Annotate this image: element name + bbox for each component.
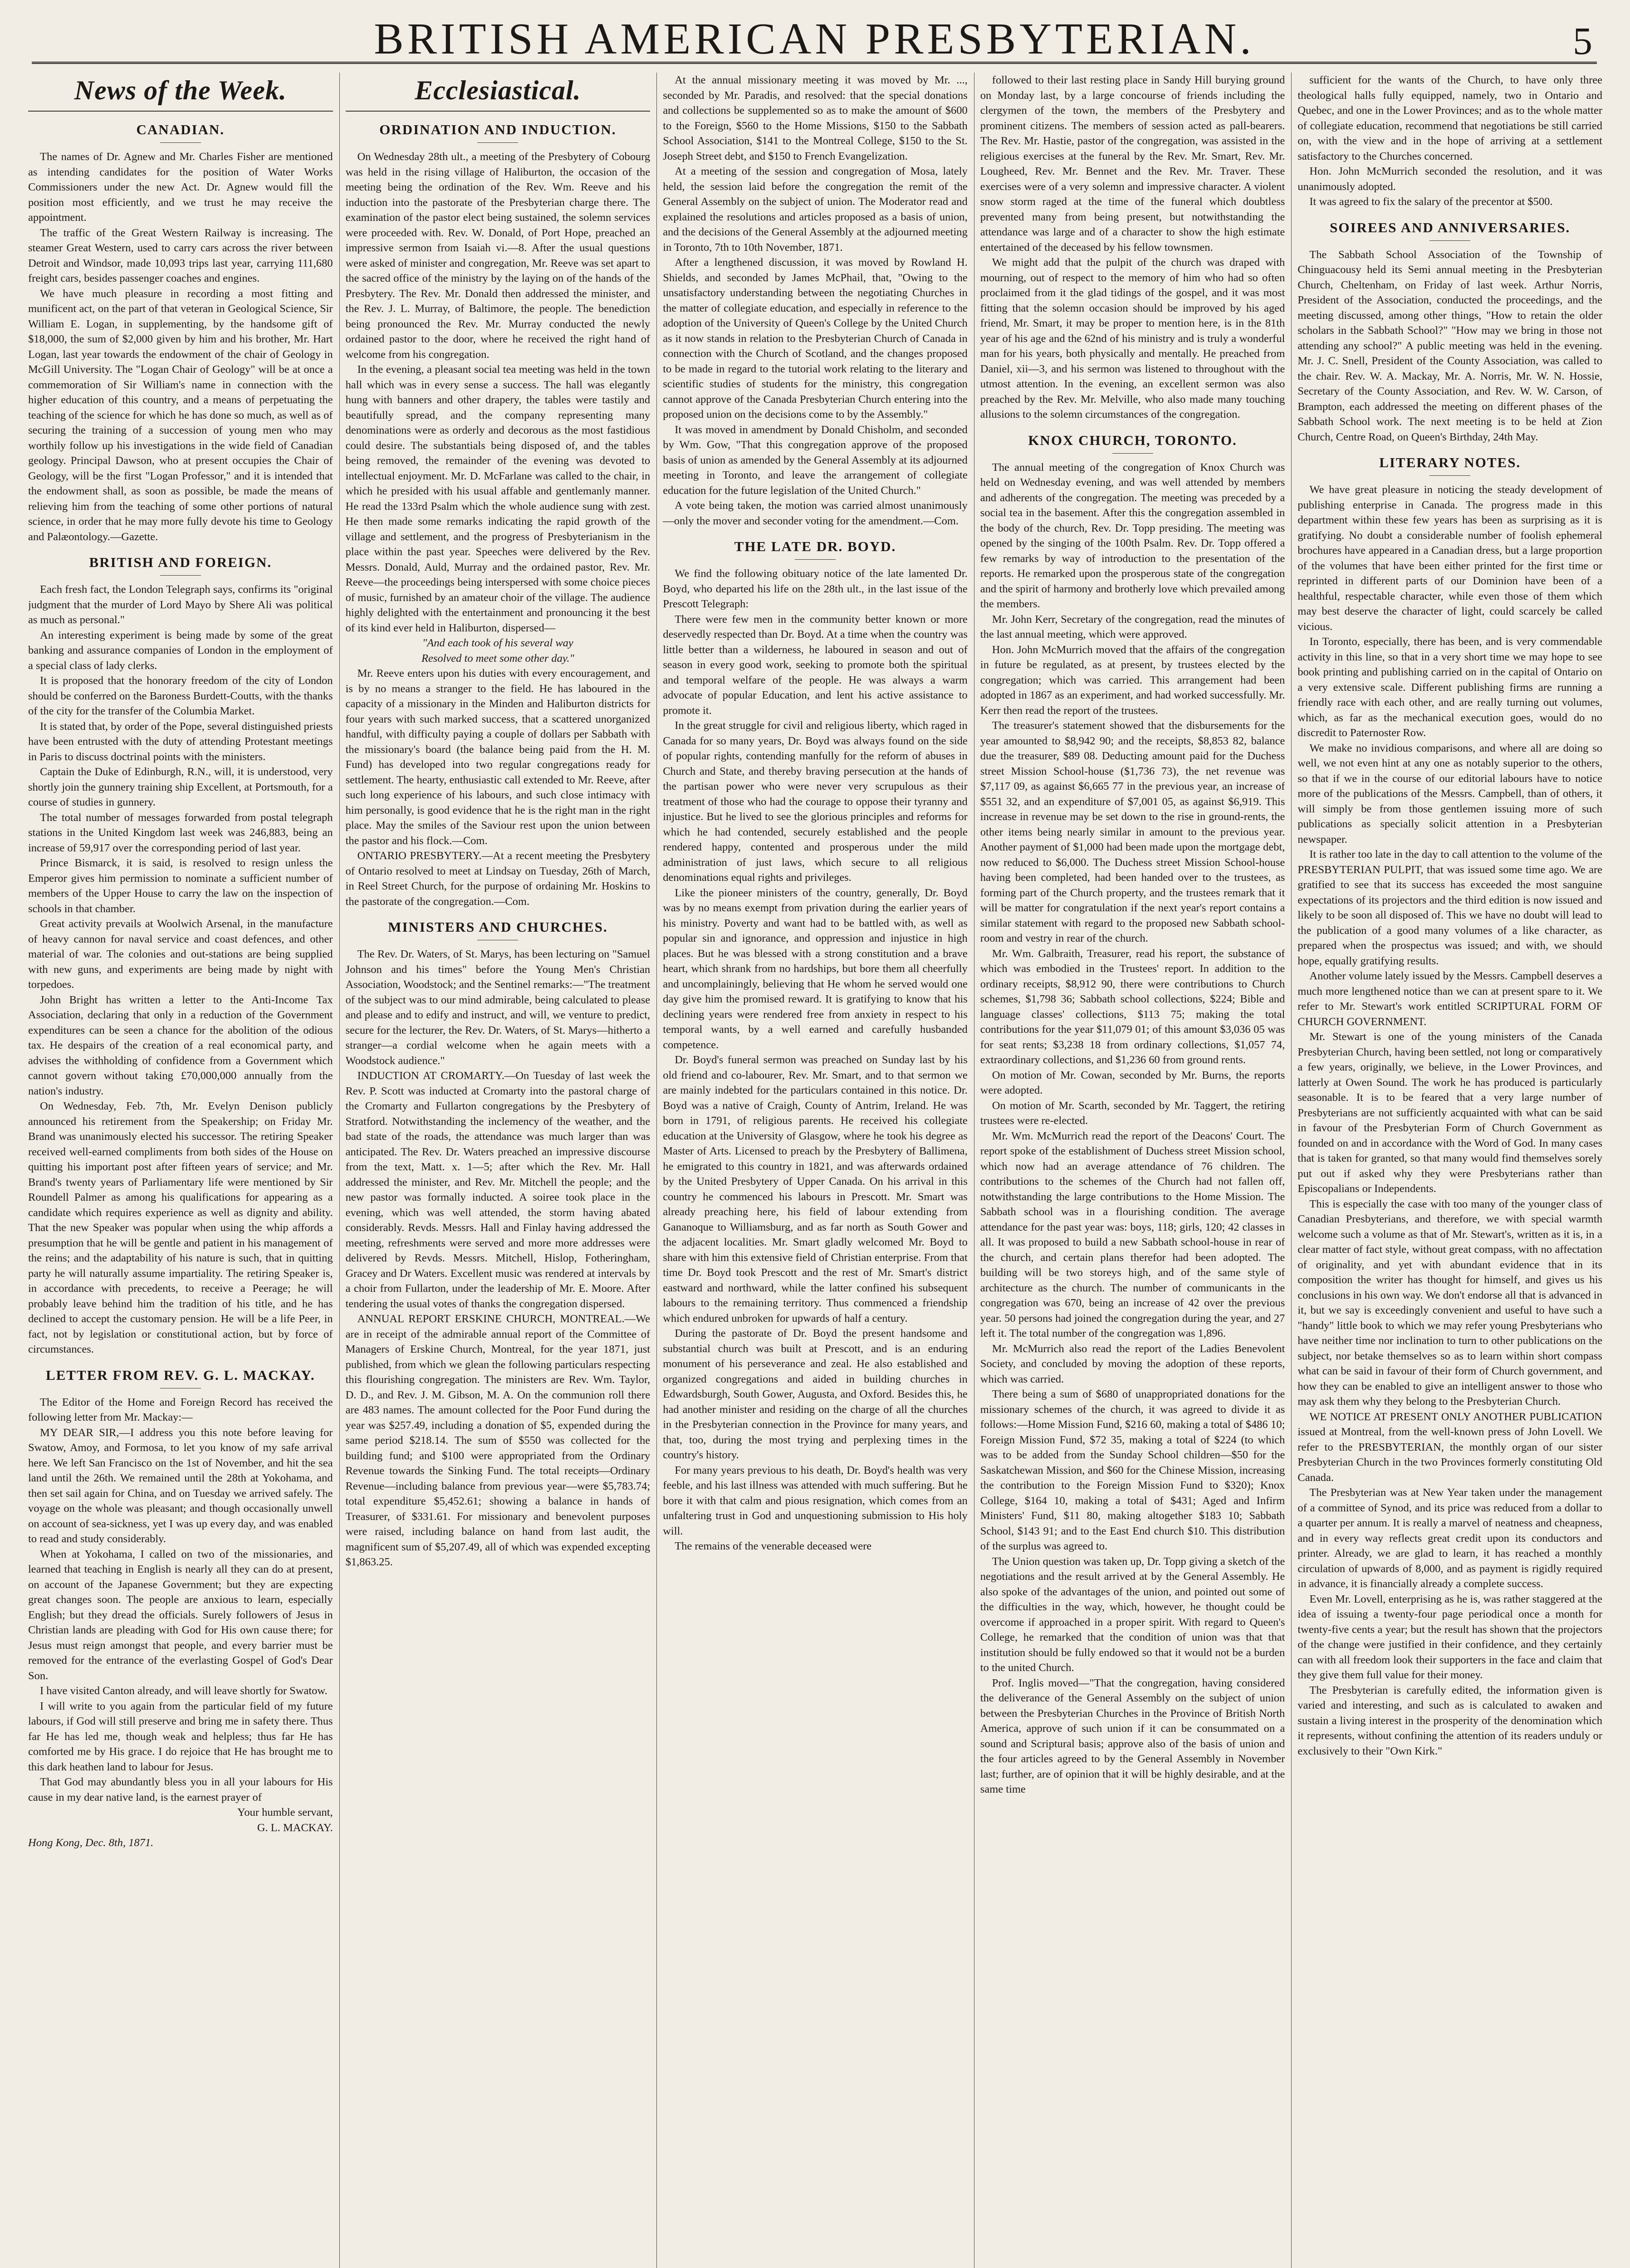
- paragraph: The remains of the venerable deceased were: [675, 1540, 872, 1552]
- paragraph: followed to their last resting place in Sandy Hill burying ground on Monday last, by a large concourse of friends including the clergymen of the town, the members of the Presbytery and prominent citizens. The members of session acted as pall-bearers. The Rev. Mr. Hastie, pastor of the congregation, was assisted in the religious exercises at the funeral by the Rev. Mr. Smart, Rev. Mr. Lougheed, Rev. Mr. Bennet and the Rev. Mr. Traver. These exercises were of a very solemn and impressive character. A violent snow storm raged at the time of the funeral which doubtless prevented many from being present, but notwithstanding the attendance was large and of a character to show the high estimate entertained of the deceased by his fellow townsmen.: [980, 74, 1285, 254]
- paragraph: The Rev. Dr. Waters, of St. Marys, has been lecturing on "Samuel Johnson and his times" before the Young Men's Christian Association, Woodstock; and the Sentinel remarks:—"The treatment of the subject was to our mind admirable, being calculated to please and please and to edify and instruct, and will, we venture to predict, secure for the lecturer, the Rev. Dr. Waters, of St. Marys—hitherto a stranger—a cordial welcome when he again meets with a Woodstock audience.": [345, 948, 651, 1067]
- columns-container: [28, 73, 1602, 2268]
- section-heading: News of the Week.: [28, 73, 333, 112]
- verse-line: "And each took of his several way: [422, 637, 573, 649]
- masthead-title: BRITISH AMERICAN PRESBYTERIAN.: [374, 15, 1255, 64]
- column-rule: [339, 73, 340, 2268]
- paragraph: The treasurer's statement showed that the disbursements for the year amounted to $8,942 90; and the receipts, $8,853 82, balance due the treasurer, $89 08. Deducting amount paid for the Duchess street Mission School-house ($1,736 73), the net revenue was $7,117 09, as against $6,665 77 in the previous year, an increase of $551 32, and an expenditure of $7,001 05, as against $6,919. This increase in revenue may be set down to the rise in ground-rents, the other items being nearly similar in amount to the previous year. Another payment of $1,000 had been made upon the mortgage debt, now reduced to $6,000. The Duchess street Mission School-house having been completed, had been handed over to the trustees, as forming part of the Church property, and the trustees remark that it will be matter for congratulation if the next year's report contains a similar statement with regard to the proposed new Sabbath school-room and vestry in rear of the church.: [980, 719, 1285, 944]
- article-heading: CANADIAN.: [28, 120, 333, 143]
- column-rule: [656, 73, 657, 2268]
- paragraph: In the evening, a pleasant social tea meeting was held in the town hall which was in every sense a success. The hall was elegantly hung with banners and other drapery, the tables were tastily and beautifully spread, and the company representing many denominations were as orderly and decorous as the most fastidious could desire. The substantials being disposed of, and the tables being removed, the remainder of the evening was devoted to intellectual enjoyment. Mr. D. McFarlane was called to the chair, in which he presided with his usual affable and gentlemanly manner. He read the 133rd Psalm which the whole audience sung with zest. He then made some remarks indicating the rapid growth of the village and settlement, and the progress of Presbyterianism in the place within the past year. Speeches were delivered by the Rev. Messrs. Donald, Auld, Murray and the ordained pastor, Rev. Mr. Reeve—the proceedings being interspersed with some choice pieces of music, furnished by an amateur choir of the village. The audience highly delighted with the entertainment and pronouncing it the best of its kind ever held in Haliburton, dispersed—: [345, 363, 651, 634]
- paragraph: Dr. Boyd's funeral sermon was preached on Sunday last by his old friend and co-labourer, Rev. Mr. Smart, and to that sermon we are mainly indebted for the particulars contained in this notice. Dr. Boyd was a native of Craigh, County of Antrim, Ireland. He was born in 1791, of religious parents. He received his collegiate education at the University of Glasgow, where he took his degree as Master of Arts. Licensed to preach by the Presbytery of Ballimena, he emigrated to this country in 1821, and was afterwards ordained by the United Presbytery of Upper Canada. On his arrival in this country he commenced his labours in Prescott. Mr. Smart was already preaching here, his field of labour extending from Gananoque to Williamsburg, and as far north as South Gower and the adjacent localities. Mr. Smart gladly welcomed Mr. Boyd to share with him this extensive field of Christian enterprise. From that time Dr. Boyd took Prescott and the rest of Mr. Smart's district eastward and northward, while the latter confined his subsequent labours to the remaining territory. Thus commenced a friendship which endured unbroken for upwards of half a century.: [663, 1054, 968, 1325]
- paragraph: Mr. Wm. McMurrich read the report of the Deacons' Court. The report spoke of the establishment of Duchess street Mission school, which now had an average attendance of 76 children. The contributions to the schemes of the Church had not fallen off, notwithstanding the large contributions to the Home Mission. The Sabbath school was in a flourishing condition. The average attendance for the past year was: boys, 118; girls, 120; 42 classes in all. It was proposed to build a new Sabbath school-house in rear of the church, and certain plans therefor had been adopted. The building will be two storeys high, and of the same style of architecture as the church. The number of communicants in the congregation was 670, being an increase of 42 over the previous year. 50 persons had joined the congregation during the year, and 27 left it. The total number of the congregation was 1,896.: [980, 1129, 1285, 1339]
- paragraph: The Union question was taken up, Dr. Topp giving a sketch of the negotiations and the result arrived at by the General Assembly. He also spoke of the advantages of the union, and pointed out some of the difficulties in the way, which, however, he thought could be overcome if approached in a proper spirit. With regard to Queen's College, he remarked that the condition of union was that that institution should be fully endowed so that it would not be a burden to the united Church.: [980, 1555, 1285, 1674]
- paragraph: We have much pleasure in recording a most fitting and munificent act, on the part of that veteran in Geological Science, Sir William E. Logan, in supplementing, by the handsome gift of $18,000, the sum of $2,000 given by him and his brother, Mr. Hart Logan, last year towards the endowment of the chair of Geology in McGill University. The "Logan Chair of Geology" will be at once a commemoration of Sir William's name in connection with the higher education of this country, and a means of perpetuating the teaching of the science for which he has done so much, as well as of securing the training of a succession of young men who may worthily follow up his investigations in the wide field of Canadian geology. Principal Dawson, who at present occupies the Chair of Geology, will be the first "Logan Professor," and it is intended that the endowment shall, as soon as possible, be made the means of relieving him from the teaching of some other portions of natural science, in order that he may more fully devote his time to Geology and Palæontology.—Gazette.: [28, 287, 333, 543]
- paragraph: I have visited Canton already, and will leave shortly for Swatow.: [40, 1685, 328, 1697]
- paragraph: The total number of messages forwarded from postal telegraph stations in the United Kingdom last week was 246,883, being an increase of 59,917 over the corresponding period of last year.: [28, 811, 333, 854]
- paragraph: On Wednesday, Feb. 7th, Mr. Evelyn Denison publicly announced his retirement from the Speakership; on Friday Mr. Brand was unanimously elected his successor. The retiring Speaker received well-earned compliments from both sides of the House on quitting his important post after fifteen years of service; and Mr. Brand's twenty years of Parliamentary life were mentioned by Sir Roundell Palmer as among his qualifications for appearing as a candidate which requires experience as well as dignity and ability. That the new Speaker was popular when using the whip affords a presumption that he will be gentle and patient in his management of the reins; and the adaptability of his nature is such, that in quitting party he will naturally assume impartiality. The retiring Speaker is, in accordance with precedents, to receive a Peerage; he will probably leave behind him the tradition of his title, and he has declined to accept the customary pension. He will be a life Peer, in fact, not by legislation or constitutional action, but by force of circumstances.: [28, 1100, 333, 1355]
- paragraph: There were few men in the community better known or more deservedly respected than Dr. Boyd. At a time when the country was little better than a wilderness, he laboured in season and out of season in every good work, seeking to promote both the spiritual and temporal welfare of the people. He was always a warm advocate of popular Education, and lent his active assistance to promote it.: [663, 613, 968, 717]
- paragraph: ANNUAL REPORT ERSKINE CHURCH, MONTREAL.—We are in receipt of the admirable annual report of the Committee of Managers of Erskine Church, Montreal, for the year 1871, just published, from which we glean the following particulars respecting this flourishing congregation. The ministers are Rev. Wm. Taylor, D. D., and Rev. J. M. Gibson, M. A. On the communion roll there are 483 names. The amount collected for the Poor Fund during the year was $257.49, including a donation of $5, expended during the same period $218.14. The sum of $550 was collected for the building fund; and $100 were appropriated from the Ordinary Revenue towards the Sinking Fund. The total receipts—Ordinary Revenue—including balance from previous year—were $5,783.74; total expenditure $5,452.61; showing a balance in hands of Treasurer, of $331.61. For missionary and benevolent purposes were raised, including balance on hand from last audit, the magnificent sum of $5,207.49, all of which was expended excepting $1,863.25.: [345, 1313, 651, 1568]
- page-number: 5: [1573, 19, 1592, 63]
- column-3: [663, 73, 968, 2268]
- paragraph: An interesting experiment is being made by some of the great banking and assurance companies of London in the employment of a special class of lady clerks.: [28, 629, 333, 672]
- column-1: [28, 73, 333, 2268]
- article-heading: BRITISH AND FOREIGN.: [28, 552, 333, 576]
- paragraph: Prof. Inglis moved—"That the congregation, having considered the deliverance of the General Assembly on the subject of union between the Presbyterian Churches in the Province of British North America, approve of such union if it can be consummated on a sound and Scriptural basis; approve also of the basis of union and the four articles agreed to by the General Assembly in November last; further, are of opinion that it will be highly desirable, and at the same time: [980, 1677, 1285, 1795]
- paragraph: Mr. Reeve enters upon his duties with every encouragement, and is by no means a stranger to the field. He has laboured in the capacity of a missionary in the Minden and Haliburton districts for four years with such marked success, that a scattered unorganized handful, with difficulty paying a couple of dollars per Sabbath with the missionary's board (the balance being paid from the H. M. Fund) has developed into two regular congregations ready for settlement. The hearty, enthusiastic call extended to Mr. Reeve, after such long experience of his labours, and such close intimacy with him personally, is good evidence that he is the right man in the right place. May the smiles of the Saviour rest upon the union between the pastor and his flock.—Com.: [345, 667, 651, 847]
- column-2: [346, 73, 651, 2268]
- paragraph: sufficient for the wants of the Church, to have only three theological halls fully equipped, namely, two in Ontario and Quebec, and one in the Lower Provinces; and as to the whole matter of collegiate education, recommend that negotiations be still carried on, with the view and in the hope of arriving at a settlement satisfactory to the Churches concerned.: [1297, 74, 1602, 162]
- paragraph: On motion of Mr. Cowan, seconded by Mr. Burns, the reports were adopted.: [980, 1069, 1285, 1096]
- paragraph: The Editor of the Home and Foreign Record has received the following letter from Mr. Mackay:—: [28, 1396, 333, 1423]
- paragraph: This is especially the case with too many of the younger class of Canadian Presbyterians, and therefore, we with special warmth welcome such a volume as that of Mr. Stewart's, written as it is, in a clear matter of fact style, without great compass, with no affectation of originality, and yet with abundant evidence that in its composition the writer has thought for himself, and gives us his conclusions in his own way. We don't endorse all that is advanced in it, but we say is exceedingly convenient and useful to have such a "handy" little book to which we may refer young Presbyterians who have neither time nor inclination to turn to other publications on the subject, nor betake themselves so as to learn within short compass what can be said in favour of their form of Church government, and how they can be enabled to give an intelligent answer to those who may ask them why they belong to the Presbyterian Church.: [1297, 1198, 1602, 1408]
- paragraph: There being a sum of $680 of unappropriated donations for the missionary schemes of the church, it was agreed to divide it as follows:—Home Mission Fund, $216 60, making a total of $486 10; Foreign Mission Fund, $72 35, making a total of $224 (to which was to be added from the Sunday School children—$50 for the Saskatchewan Mission, and $60 for the Chinese Mission, increasing the contribution to the Foreign Mission Fund to $320); Knox College, $164 10, making a total of $431; Aged and Infirm Ministers' Fund, $11 80, making altogether $183 10; Sabbath School, $143 91; and to the East End church $10. This distribution of the surplus was agreed to.: [980, 1388, 1285, 1552]
- paragraph: After a lengthened discussion, it was moved by Rowland H. Shields, and seconded by James McPhail, that, "Owing to the unsatisfactory understanding between the negotiating Churches in the matter of collegiate education, and especially in reference to the adoption of the University of Queen's College by the United Church as it now stands in relation to the Presbyterian Church of Canada in connection with the Church of Scotland, and the changes proposed to be made in regard to the tutorial work relating to the literary and scientific studies of students for the ministry, this congregation cannot approve of the Canada Presbyterian Church entering into the proposed union on the decisions come to by the Assembly.": [663, 256, 968, 420]
- article-heading: KNOX CHURCH, TORONTO.: [980, 430, 1285, 454]
- paragraph: Even Mr. Lovell, enterprising as he is, was rather staggered at the idea of issuing a twenty-four page periodical once a month for twenty-five cents a year; but the result has shown that the projectors of the change were justified in their confidence, and they certainly can with all freedom look their supporters in the face and claim that they give them full value for their money.: [1297, 1593, 1602, 1681]
- paragraph: At a meeting of the session and congregation of Mosa, lately held, the session laid before the congregation the remit of the General Assembly on the subject of union. The Moderator read and explained the resolutions and articles proposed as a basis of union, and the decisions of the General Assembly at the adjourned meeting in Toronto, 7th to 10th November, 1871.: [663, 165, 968, 254]
- paragraph: It is proposed that the honorary freedom of the city of London should be conferred on the Baroness Burdett-Coutts, with the thanks of the city for the transfer of the Columbia Market.: [28, 675, 333, 717]
- paragraph: Prince Bismarck, it is said, is resolved to resign unless the Emperor gives him permission to nominate a sufficient number of members of the Upper House to carry the law on the inspection of schools in that chamber.: [28, 857, 333, 915]
- paragraph: Hon. John McMurrich moved that the affairs of the congregation in future be regulated, as at present, by trustees elected by the congregation; which was carried. This arrangement had been adopted in 1867 as an experiment, and had worked successfully. Mr. Kerr then read the report of the trustees.: [980, 643, 1285, 717]
- paragraph: When at Yokohama, I called on two of the missionaries, and learned that teaching in English is nearly all they can do at present, on account of the Japanese Government; but they are expecting great changes soon. The people are anxious to learn, especially English; but they dread the officials. Surely followers of Jesus in Christian lands are pleading with God for His own cause there; for Jesus must reign amongst that people, and every barrier must be removed for the entrance of the everlasting Gospel of God's Dear Son.: [28, 1548, 333, 1682]
- paragraph: That God may abundantly bless you in all your labours for His cause in my dear native land, is the earnest prayer of: [28, 1776, 333, 1804]
- paragraph: INDUCTION AT CROMARTY.—On Tuesday of last week the Rev. P. Scott was inducted at Cromarty into the pastoral charge of the Cromarty and Fullarton congregations by the Presbytery of Stratford. Notwithstanding the inclemency of the weather, and the bad state of the roads, the attendance was much larger than was anticipated. The Rev. Dr. Waters preached an impressive discourse from the text, Matt. x. 1—5; after which the Rev. Mr. Hall addressed the minister, and Rev. Mr. Mitchell the people; and the new pastor was formally inducted. A soiree took place in the evening, which was well attended, the storm having abated considerably. Revds. Messrs. Hall and Finlay having addressed the meeting, refreshments were served and more more addresses were delivered by Revds. Messrs. Mitchell, Hislop, Fotheringham, Gracey and Dr Waters. Excellent music was rendered at intervals by a choir from Fullarton, under the leadership of Mr. E. Moore. After tendering the usual votes of thanks the congregation dispersed.: [345, 1070, 651, 1310]
- paragraph: Mr. McMurrich also read the report of the Ladies Benevolent Society, and concluded by moving the adoption of these reports, which was carried.: [980, 1342, 1285, 1385]
- paragraph: In Toronto, especially, there has been, and is very commendable activity in this line, so that in a very short time we may hope to see book printing and publishing carried on in the capital of Ontario on a very extensive scale. Different publishing firms are running a friendly race with each other, and are really turning out volumes, which, as far as the mechanical execution goes, would do no discredit to Paternoster Row.: [1297, 635, 1602, 739]
- paragraph: For many years previous to his death, Dr. Boyd's health was very feeble, and his last illness was attended with much suffering. But he bore it with that calm and pious resignation, which comes from an unfaltering trust in God and unquestioning submission to His holy will.: [663, 1464, 968, 1537]
- paragraph: The Presbyterian is carefully edited, the information given is varied and interesting, and such as is calculated to awaken and sustain a living interest in the prosperity of the denomination which it represents, without confining the attention of its readers unduly or exclusively to their "Own Kirk.": [1297, 1684, 1602, 1757]
- paragraph: It was moved in amendment by Donald Chisholm, and seconded by Wm. Gow, "That this congregation approve of the proposed basis of union as amended by the General Assembly at its adjourned meeting in Toronto, and leave the arrangement of collegiate education for the future legislation of the United Church.": [663, 423, 968, 497]
- article-heading: SOIREES AND ANNIVERSARIES.: [1297, 218, 1602, 241]
- paragraph: Mr. Stewart is one of the young ministers of the Canada Presbyterian Church, having been settled, not long or comparatively a few years, originally, we believe, in the Lower Provinces, and latterly at Owen Sound. The work he has produced is particularly seasonable. It is to be feared that a very large number of Presbyterians are not sufficiently acquainted with what can be said in favour of the Presbyterian Form of Church Government as founded on and in accordance with the Word of God. In many cases that is taken for granted, so that many would find themselves sorely put out if asked why they were Presbyterians rather than Episcopalians or Independents.: [1297, 1031, 1602, 1195]
- paragraph: The Sabbath School Association of the Township of Chinguacousy held its Semi annual meeting in the Presbyterian Church, Cheltenham, on Friday of last week. Arthur Norris, President of the Association, conducted the proceedings, and the meeting discussed, among other things, "How to retain the older scholars in the Sabbath School?" "How may we bring in those not attending any school?" A public meeting was held in the evening. Mr. J. C. Snell, President of the County Association, was called to the chair. Rev. W. A. Mackay, Mr. A. Norris, Mr. W. N. Hossie, Secretary of the County Association, and Rev. W. W. Carson, of Brampton, each addressed the meeting on different phases of the Sabbath School work. The next meeting is to be held at Zion Church, Centre Road, on Queen's Birthday, 24th May.: [1297, 248, 1602, 443]
- column-5: [1297, 73, 1602, 2268]
- paragraph: At the annual missionary meeting it was moved by Mr. ..., seconded by Mr. Paradis, and resolved: that the special donations and collections be supplemented so as to make the amount of $600 to the Foreign, $560 to the Home Missions, $150 to the Sabbath School Association, $141 to the Montreal College, $150 to the St. Joseph Street debt, and $150 to French Evangelization.: [663, 74, 968, 162]
- paragraph: The traffic of the Great Western Railway is increasing. The steamer Great Western, used to carry cars across the river between Detroit and Windsor, made 10,093 trips last year, carrying 111,680 freight cars, besides passenger coaches and engines.: [28, 226, 333, 284]
- paragraph: A vote being taken, the motion was carried almost unanimously—only the mover and seconder voting for the amendment.—Com.: [663, 499, 968, 527]
- verse-line: Resolved to meet some other day.": [421, 652, 574, 665]
- paragraph: We make no invidious comparisons, and where all are doing so well, we not even hint at any one as notably superior to the others, so that if we in the course of our editorial labours have to notice more of the publications of the Messrs. Campbell, than of others, it will simply be from those gentlemen issuing more of such publications as specially solicit attention in a Presbyterian newspaper.: [1297, 742, 1602, 846]
- paragraph: It is rather too late in the day to call attention to the volume of the PRESBYTERIAN PULPIT, that was issued some time ago. We are gratified to see that its success has exceeded the most sanguine expectations of its projectors and the third edition is now issued and likely to be soon all disposed of. This we have no doubt will lead to the publication of a good many volumes of a like character, as prepared when the prospectus was issued; and with, we should hope, equally gratifying results.: [1297, 848, 1602, 967]
- paragraph: It was agreed to fix the salary of the precentor at $500.: [1309, 196, 1553, 208]
- paragraph: Another volume lately issued by the Messrs. Campbell deserves a much more lengthened notice than we can at present spare to it. We refer to Mr. Stewart's work entitled SCRIPTURAL FORM OF CHURCH GOVERNMENT.: [1297, 970, 1602, 1028]
- article-heading: ORDINATION AND INDUCTION.: [346, 120, 651, 143]
- paragraph: We have great pleasure in noticing the steady development of publishing enterprise in Canada. The progress made in this department within these few years has been as surprising as it is gratifying. No doubt a considerable number of foolish ephemeral brochures have appeared in a Canadian dress, but a large proportion of the volumes that have been either printed for the first time or reprinted in different parts of our Dominion have been of a healthful, respectable character, while even those of them which may best deserve the character of light, could scarcely be called vicious.: [1297, 484, 1602, 633]
- paragraph: ONTARIO PRESBYTERY.—At a recent meeting the Presbytery of Ontario resolved to meet at Lindsay on Tuesday, 26th of March, in Reel Street Church, for the purpose of ordaining Mr. Hoskins to the pastorate of the congregation.—Com.: [345, 850, 651, 908]
- paragraph: Like the pioneer ministers of the country, generally, Dr. Boyd was by no means exempt from privation during the earlier years of his ministry. Poverty and want had to be battled with, as well as popular sin and ignorance, and oppression and injustice in high places. But he was blessed with a strong constitution and a brave heart, which shrank from no hardships, but bore them all cheerfully and uncomplainingly, believing that He whom he served would one day give him the promised reward. It is gratifying to know that his declining years were rendered free from anxiety in respect to his temporal wants, by a well earned and carefully husbanded competence.: [663, 886, 968, 1051]
- article-heading: LETTER FROM REV. G. L. MACKAY.: [28, 1365, 333, 1388]
- paragraph: Mr. John Kerr, Secretary of the congregation, read the minutes of the last annual meeting, which were approved.: [980, 613, 1285, 640]
- paragraph: The Presbyterian was at New Year taken under the management of a committee of Synod, and its price was reduced from a dollar to a quarter per annum. It is really a marvel of neatness and cheapness, and in every way reflects great credit upon its conductors and printer. Already, we are glad to learn, it has reached a monthly circulation of upwards of 8,000, and as payment is rigidly required in advance, it is financially already a complete success.: [1297, 1486, 1602, 1590]
- paragraph: Mr. Wm. Galbraith, Treasurer, read his report, the substance of which was embodied in the Trustees' report. In addition to the ordinary receipts, $8,912 90, there were contributions to Church schemes, $1,798 36; Sabbath school collections, $224; Bible and language classes' collections, $113 75; making the total contributions for the year $11,079 01; of this amount $3,036 05 was for seat rents; $3,238 18 from ordinary collections, $1,057 74, extraordinary collections, and $1,236 60 from ground rents.: [980, 947, 1285, 1066]
- paragraph: The annual meeting of the congregation of Knox Church was held on Wednesday evening, and was well attended by members and adherents of the congregation. The meeting was preceded by a social tea in the basement. After this the congregation assembled in the body of the church, Rev. Dr. Topp presiding. The meeting was opened by the singing of the 100th Psalm. Rev. Dr. Topp offered a few remarks by way of introduction to the presentation of the reports. He remarked upon the prosperous state of the congregation and the spirit of harmony and brotherly love which prevailed among the members.: [980, 461, 1285, 610]
- paragraph: We find the following obituary notice of the late lamented Dr. Boyd, who departed his life on the 28th ult., in the last issue of the Prescott Telegraph:: [663, 567, 968, 610]
- paragraph: On Wednesday 28th ult., a meeting of the Presbytery of Cobourg was held in the rising village of Haliburton, the occasion of the meeting being the ordination of the Rev. Wm. Reeve and his induction into the pastorate of the Presbyterian charge there. The examination of the pastor elect being sustained, the solemn services were proceeded with. Rev. W. Donald, of Port Hope, preached an impressive sermon from Isaiah vi.—8. After the usual questions were asked of minister and congregation, Mr. Reeve was set apart to the sacred office of the ministry by the laying on of the hands of the Presbytery. The Rev. Mr. Donald then addressed the minister, and the Rev. J. L. Murray, of Baltimore, the people. The benediction being pronounced the Rev. Mr. Murray conducted the newly ordained pastor to the door, where he received the right hand of welcome from his congregation.: [345, 151, 651, 361]
- article-heading: LITERARY NOTES.: [1297, 453, 1602, 476]
- paragraph: WE NOTICE AT PRESENT ONLY ANOTHER PUBLICATION issued at Montreal, from the well-known press of John Lovell. We refer to the PRESBYTERIAN, the monthly organ of our sister Presbyterian Church in the two Provinces formerly constituting Old Canada.: [1297, 1410, 1602, 1484]
- article-heading: MINISTERS AND CHURCHES.: [346, 917, 651, 940]
- dateline: Hong Kong, Dec. 8th, 1871.: [28, 1837, 154, 1849]
- column-rule: [1291, 73, 1292, 2268]
- section-heading: Ecclesiastical.: [346, 73, 651, 112]
- column-4: [980, 73, 1285, 2268]
- paragraph: MY DEAR SIR,—I address you this note before leaving for Swatow, Amoy, and Formosa, to let you know of my safe arrival here. We left San Francisco on the 1st of November, and hit the sea land until the 26th. We remained until the 28th at Yokohama, and then set sail again for China, and on Tuesday we arrived safely. The voyage on the whole was pleasant; and though occasionally unwell on account of sea-sickness, yet I was up every day, and was enabled to read and study considerably.: [28, 1426, 333, 1545]
- paragraph: I will write to you again from the particular field of my future labours, if God will still preserve and bring me in safety there. Thus far He has led me, though weak and helpless; thus far He has comforted me by His grace. I do rejoice that He has brought me to this dark heathen land to labour for Jesus.: [28, 1700, 333, 1773]
- article-heading: THE LATE DR. BOYD.: [663, 537, 968, 560]
- signature-line: Your humble servant,: [237, 1806, 333, 1818]
- paragraph: The names of Dr. Agnew and Mr. Charles Fisher are mentioned as intending candidates for the position of Water Works Commissioners under the new Act. Dr. Agnew would fill the position most efficiently, and we trust he may receive the appointment.: [28, 151, 333, 224]
- signature-line: G. L. MACKAY.: [257, 1821, 333, 1834]
- paragraph: In the great struggle for civil and religious liberty, which raged in Canada for so many years, Dr. Boyd was always found on the side of popular rights, contending manfully for the reform of abuses in Church and State, and thereby braving persecution at the hands of the partisan power who were never very scrupulous as their treatment of those who had the courage to oppose their tyranny and injustice. But he lived to see the glorious principles and reforms for which he had contended, securely established and the people rendered happy, contented and prosperous under the mild administration of just laws, which secure to all religious denominations equal rights and privileges.: [663, 719, 968, 884]
- paragraph: Hon. John McMurrich seconded the resolution, and it was unanimously adopted.: [1297, 165, 1602, 193]
- paragraph: On motion of Mr. Scarth, seconded by Mr. Taggert, the retiring trustees were re-elected.: [980, 1099, 1285, 1127]
- paragraph: During the pastorate of Dr. Boyd the present handsome and substantial church was built at Prescott, and is an enduring monument of his perseverance and zeal. He also established and organized congregations and aided in building churches in Edwardsburgh, South Gower, Augusta, and Oxford. Besides this, he had another minister and residing on the charge of all the churches in the Presbyterian connection in the Province for many years, and that, too, during the most trying and perplexing times in the country's history.: [663, 1327, 968, 1461]
- paragraph: Each fresh fact, the London Telegraph says, confirms its "original judgment that the murder of Lord Mayo by Shere Ali was political as much as personal.": [28, 583, 333, 626]
- paragraph: Captain the Duke of Edinburgh, R.N., will, it is understood, very shortly join the gunnery training ship Excellent, at Portsmouth, for a course of studies in gunnery.: [28, 766, 333, 808]
- paragraph: It is stated that, by order of the Pope, several distinguished priests have been entrusted with the duty of attending Protestant meetings in Paris to discuss doctrinal points with the ministers.: [28, 720, 333, 763]
- paragraph: John Bright has written a letter to the Anti-Income Tax Association, declaring that only in a reduction of the Government expenditures can be seen a chance for the abolition of the odious tax. He despairs of the creation of a real economical party, and advises the withholding of confidence from a Government which cannot govern without taking £70,000,000 annually from the nation's industry.: [28, 993, 333, 1097]
- paragraph: Great activity prevails at Woolwich Arsenal, in the manufacture of heavy cannon for naval service and coast defences, and other material of war. The colonies and out-stations are being supplied with new guns, and experiments are being made by night with torpedoes.: [28, 918, 333, 991]
- masthead: [32, 8, 1597, 64]
- paragraph: We might add that the pulpit of the church was draped with mourning, out of respect to the memory of him who had so often proclaimed from it the glad tidings of the gospel, and it was most fitting that the solemn occasion should be improved by his aged friend, Mr. Smart, it may be proper to mention here, is in the 81th year of his age and the 62nd of his ministry and is truly a wonderful man for his years, both physically and mentally. He preached from Daniel, xii—3, and his sermon was listened to throughout with the utmost attention. In the evening, an excellent sermon was also preached by the Rev. Mr. Melville, who also made many touching allusions to the solemn circumstances of the congregation.: [980, 256, 1285, 420]
